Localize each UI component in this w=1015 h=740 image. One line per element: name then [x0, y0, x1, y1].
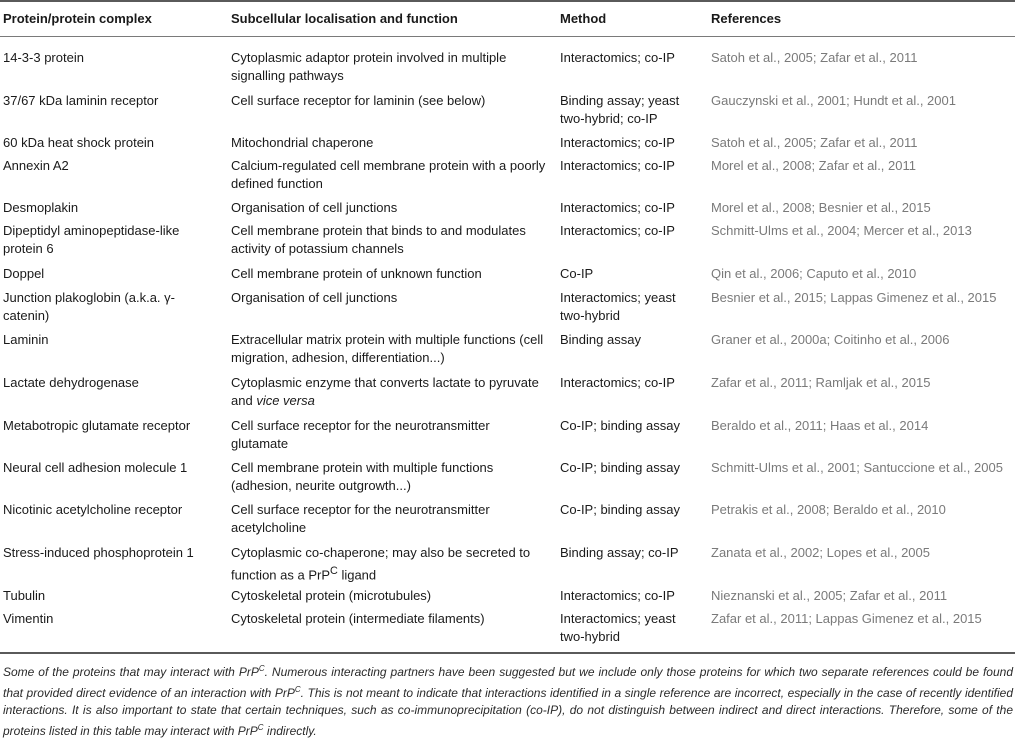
method-cell: Co-IP; binding assay: [560, 502, 680, 517]
references-cell: Graner et al., 2000a; Coitinho et al., 2006: [711, 332, 950, 347]
protein-cell: Tubulin: [3, 588, 46, 603]
footnote-text: Some of the proteins that may interact with PrP$^C$. Numerous interacting partners have been suggested but we include only those proteins for which two separate references could be found that provided direct evidence of an interaction with PrP$^C$. This is not meant to indicate that interactions identified in a single reference are incorrect, especially in the case of recently identified interactions. It is also important to state that certain techniques, such as co-immunoprecipitation (co-IP), do not distinguish between indirect and direct interactions. Therefore, some of the proteins listed in this table may interact with PrP$^C$ indirectly.: [3, 664, 1013, 738]
method-cell: Binding assay; co-IP: [560, 545, 679, 560]
protein-cell: Doppel: [3, 266, 45, 281]
references-cell: Schmitt-Ulms et al., 2001; Santuccione et al., 2005: [711, 460, 1003, 475]
table-bottom-rule: [0, 652, 1015, 654]
references-cell: Petrakis et al., 2008; Beraldo et al., 2010: [711, 502, 946, 517]
references-cell: Satoh et al., 2005; Zafar et al., 2011: [711, 50, 918, 65]
references-cell: Besnier et al., 2015; Lappas Gimenez et al., 2015: [711, 290, 997, 305]
method-cell: Interactomics; co-IP: [560, 375, 675, 390]
function-cell: Cytoskeletal protein (microtubules): [231, 588, 432, 603]
method-cell: Interactomics; co-IP: [560, 50, 675, 65]
function-cell: Cytoplasmic adaptor protein involved in multiple signalling pathways: [231, 50, 507, 83]
method-cell: Interactomics; yeast two-hybrid: [560, 290, 676, 323]
protein-cell: Junction plakoglobin (a.k.a. γ-catenin): [3, 290, 175, 323]
table-top-rule: [0, 0, 1015, 2]
function-cell: Cytoplasmic enzyme that converts lactate to pyruvate and vice versa: [231, 375, 539, 408]
protein-cell: Metabotropic glutamate receptor: [3, 418, 191, 433]
protein-cell: Dipeptidyl aminopeptidase-like protein 6: [3, 223, 180, 256]
method-cell: Co-IP; binding assay: [560, 460, 680, 475]
references-cell: Zanata et al., 2002; Lopes et al., 2005: [711, 545, 930, 560]
function-cell: Organisation of cell junctions: [231, 200, 398, 215]
function-cell: Cell surface receptor for laminin (see below): [231, 93, 486, 108]
header-localisation: Subcellular localisation and function: [231, 11, 458, 26]
references-cell: Morel et al., 2008; Besnier et al., 2015: [711, 200, 931, 215]
protein-cell: Vimentin: [3, 611, 54, 626]
method-cell: Interactomics; co-IP: [560, 135, 675, 150]
method-cell: Co-IP: [560, 266, 594, 281]
references-cell: Morel et al., 2008; Zafar et al., 2011: [711, 158, 916, 173]
references-cell: Beraldo et al., 2011; Haas et al., 2014: [711, 418, 929, 433]
header-references: References: [711, 11, 782, 26]
protein-cell: 14-3-3 protein: [3, 50, 84, 65]
function-cell: Organisation of cell junctions: [231, 290, 398, 305]
protein-cell: Laminin: [3, 332, 49, 347]
function-cell: Cytoplasmic co-chaperone; may also be secreted to function as a PrP$^C$ ligand: [231, 545, 531, 583]
method-cell: Interactomics; co-IP: [560, 223, 675, 238]
method-cell: Binding assay; yeast two-hybrid; co-IP: [560, 93, 680, 126]
protein-cell: 60 kDa heat shock protein: [3, 135, 155, 150]
references-cell: Zafar et al., 2011; Ramljak et al., 2015: [711, 375, 931, 390]
protein-cell: 37/67 kDa laminin receptor: [3, 93, 159, 108]
function-cell: Extracellular matrix protein with multiple functions (cell migration, adhesion, differentiation...): [231, 332, 544, 365]
function-cell: Cell surface receptor for the neurotransmitter glutamate: [231, 418, 490, 451]
method-cell: Interactomics; co-IP: [560, 200, 675, 215]
method-cell: Co-IP; binding assay: [560, 418, 680, 433]
table-footnote: [3, 660, 1013, 740]
header-method: Method: [560, 11, 607, 26]
protein-cell: Lactate dehydrogenase: [3, 375, 139, 390]
function-cell: Mitochondrial chaperone: [231, 135, 374, 150]
function-cell: Calcium-regulated cell membrane protein with a poorly defined function: [231, 158, 546, 191]
header-rule: [0, 36, 1015, 37]
references-cell: Qin et al., 2006; Caputo et al., 2010: [711, 266, 917, 281]
function-cell: Cell membrane protein of unknown function: [231, 266, 482, 281]
references-cell: Nieznanski et al., 2005; Zafar et al., 2011: [711, 588, 948, 603]
function-cell: Cell membrane protein with multiple functions (adhesion, neurite outgrowth...): [231, 460, 494, 493]
protein-cell: Neural cell adhesion molecule 1: [3, 460, 188, 475]
protein-cell: Annexin A2: [3, 158, 69, 173]
protein-cell: Desmoplakin: [3, 200, 79, 215]
references-cell: Satoh et al., 2005; Zafar et al., 2011: [711, 135, 918, 150]
method-cell: Interactomics; yeast two-hybrid: [560, 611, 676, 644]
method-cell: Binding assay: [560, 332, 641, 347]
protein-cell: Nicotinic acetylcholine receptor: [3, 502, 183, 517]
method-cell: Interactomics; co-IP: [560, 588, 675, 603]
function-cell: Cell membrane protein that binds to and modulates activity of potassium channels: [231, 223, 526, 256]
references-cell: Zafar et al., 2011; Lappas Gimenez et al., 2015: [711, 611, 982, 626]
protein-cell: Stress-induced phosphoprotein 1: [3, 545, 194, 560]
header-protein: Protein/protein complex: [3, 11, 152, 26]
function-cell: Cell surface receptor for the neurotransmitter acetylcholine: [231, 502, 490, 535]
function-cell: Cytoskeletal protein (intermediate filaments): [231, 611, 485, 626]
references-cell: Schmitt-Ulms et al., 2004; Mercer et al., 2013: [711, 223, 972, 238]
method-cell: Interactomics; co-IP: [560, 158, 675, 173]
references-cell: Gauczynski et al., 2001; Hundt et al., 2001: [711, 93, 956, 108]
